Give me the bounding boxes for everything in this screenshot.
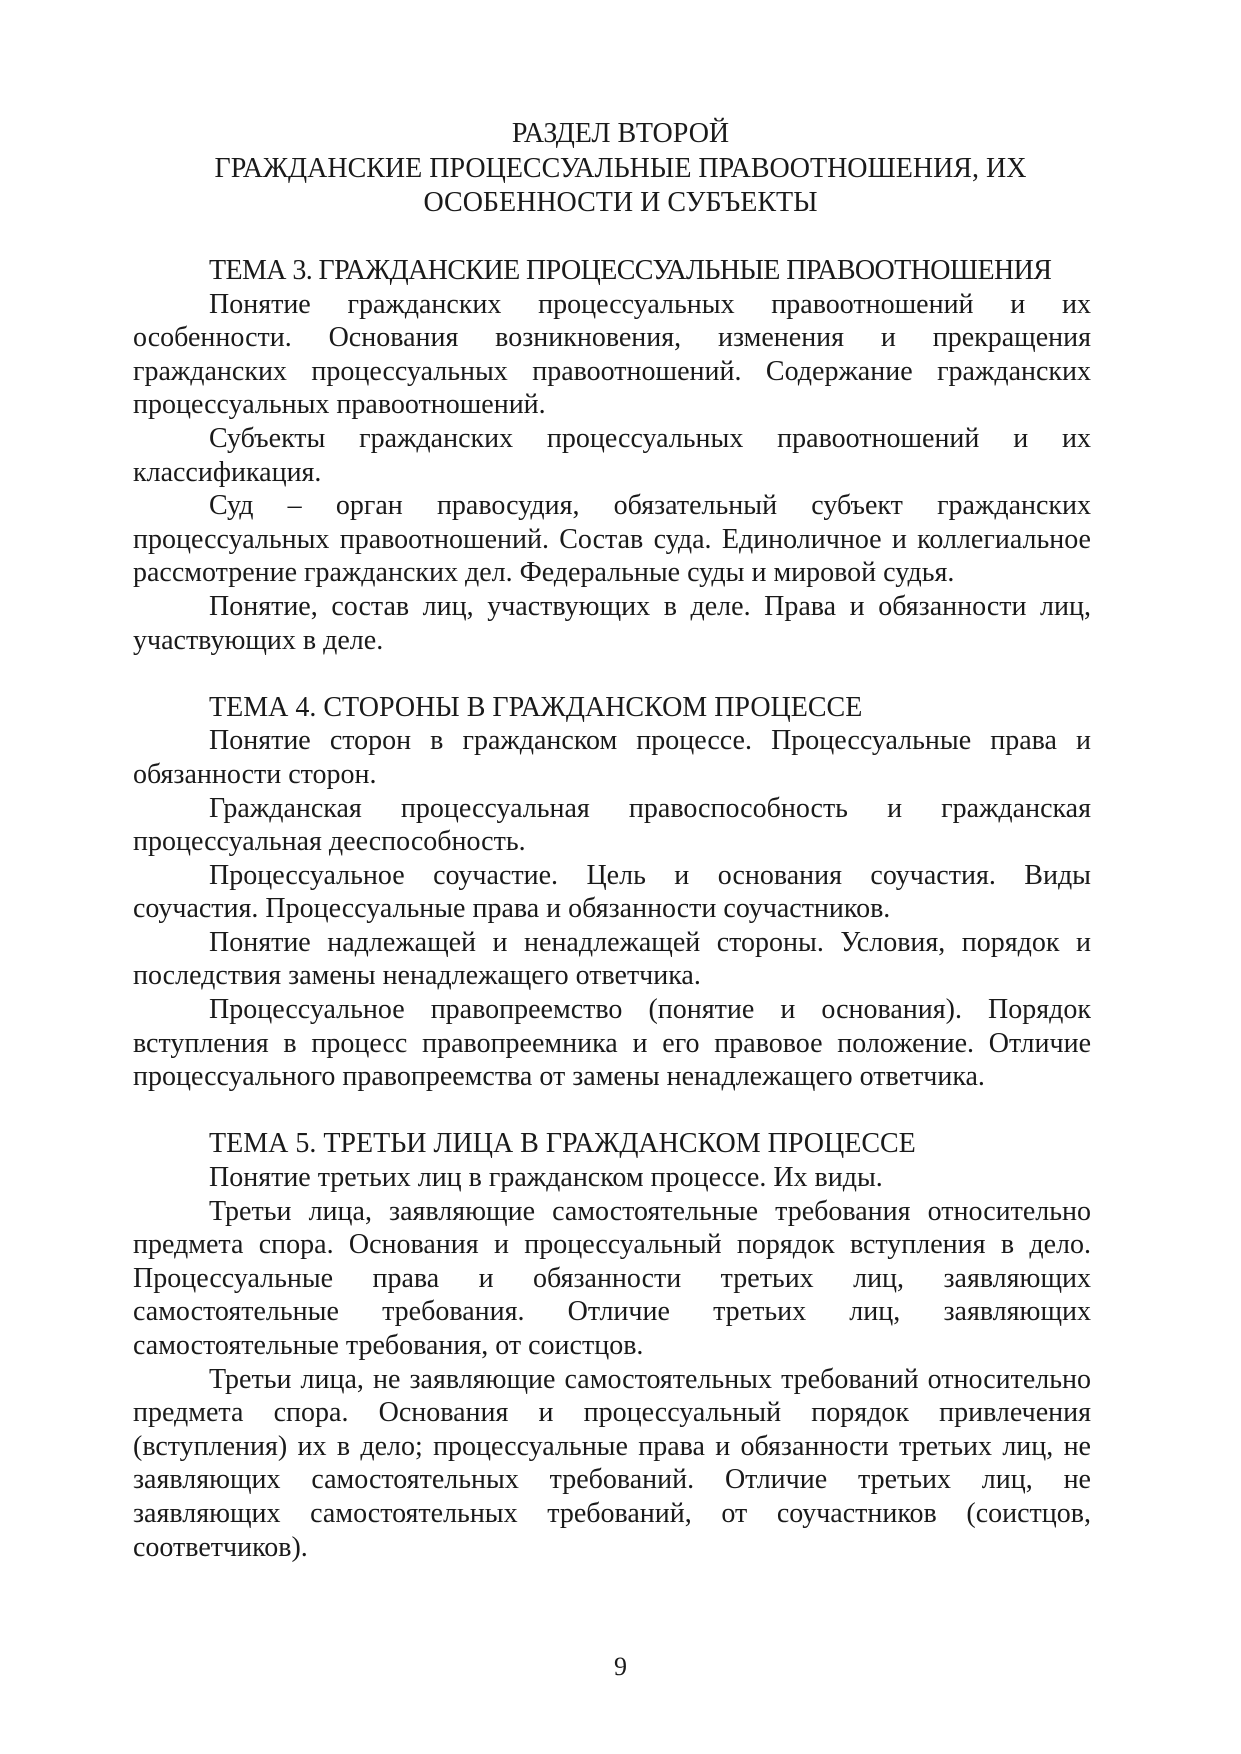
paragraph: Гражданская процессуальная правоспособность и гражданская процессуальная дееспособность.: [133, 792, 1091, 858]
topic-title: ТЕМА 4. СТОРОНЫ В ГРАЖДАНСКОМ ПРОЦЕССЕ: [209, 691, 863, 723]
section-title-line-1: ГРАЖДАНСКИЕ ПРОЦЕССУАЛЬНЫЕ ПРАВООТНОШЕНИЯ, ИХ: [214, 153, 1027, 184]
topic-title: ТЕМА 3. ГРАЖДАНСКИЕ ПРОЦЕССУАЛЬНЫЕ ПРАВООТНОШЕНИЯ: [209, 255, 1052, 286]
paragraph: Третьи лица, заявляющие самостоятельные требования относительно предмета спора. Основания и процессуальный порядок вступления в дело. Процессуальные права и обязанности третьих лиц, заявляющих самостоятельные требования. Отличие третьих лиц, заявляющих самостоятельные требования, от соистцов.: [133, 1195, 1091, 1361]
paragraph: Процессуальное правопреемство (понятие и основания). Порядок вступления в процесс правопреемника и его правовое положение. Отличие процессуального правопреемства от замены ненадлежащего ответчика.: [133, 994, 1091, 1093]
paragraph: Третьи лица, не заявляющие самостоятельных требований относительно предмета спора. Основания и процессуальный порядок привлечения (вступления) их в дело; процессуальные права и обязанности третьих лиц, не заявляющих самостоятельных требований. Отличие третьих лиц, не заявляющих самостоятельных требований, от соучастников (соистцов, соответчиков).: [133, 1363, 1091, 1563]
paragraph: Понятие третьих лиц в гражданском процессе. Их виды.: [209, 1162, 883, 1194]
paragraph: Субъекты гражданских процессуальных правоотношений и их классификация.: [133, 422, 1091, 488]
paragraph: Понятие, состав лиц, участвующих в деле. Права и обязанности лиц, участвующих в деле.: [133, 590, 1091, 656]
paragraph: Понятие надлежащей и ненадлежащей стороны. Условия, порядок и последствия замены ненадлежащего ответчика.: [133, 926, 1091, 992]
spacer: [133, 1094, 1091, 1128]
paragraph: Понятие гражданских процессуальных правоотношений и их особенности. Основания возникновения, изменения и прекращения гражданских процессуальных правоотношений. Содержание гражданских процессуальных правоотношений.: [133, 288, 1091, 421]
section-label: РАЗДЕЛ ВТОРОЙ: [511, 118, 730, 149]
spacer: [133, 657, 1091, 691]
topic-5: [133, 1127, 1091, 1564]
paragraph: Понятие сторон в гражданском процессе. Процессуальные права и обязанности сторон.: [133, 725, 1091, 790]
topic-title: ТЕМА 5. ТРЕТЬИ ЛИЦА В ГРАЖДАНСКОМ ПРОЦЕССЕ: [209, 1128, 916, 1160]
topic-4: [133, 691, 1091, 1094]
paragraph: Суд – орган правосудия, обязательный субъект гражданских процессуальных правоотношений. Состав суда. Единоличное и коллегиальное рассмотрение гражданских дел. Федеральные суды и мировой судья.: [133, 490, 1091, 589]
paragraph: Процессуальное соучастие. Цель и основания соучастия. Виды соучастия. Процессуальные права и обязанности соучастников.: [133, 859, 1091, 925]
section-title-line-2: ОСОБЕННОСТИ И СУБЪЕКТЫ: [423, 187, 818, 218]
document-body: [133, 254, 1091, 1564]
page-number: 9: [614, 1652, 627, 1681]
topic-3: [133, 254, 1091, 657]
